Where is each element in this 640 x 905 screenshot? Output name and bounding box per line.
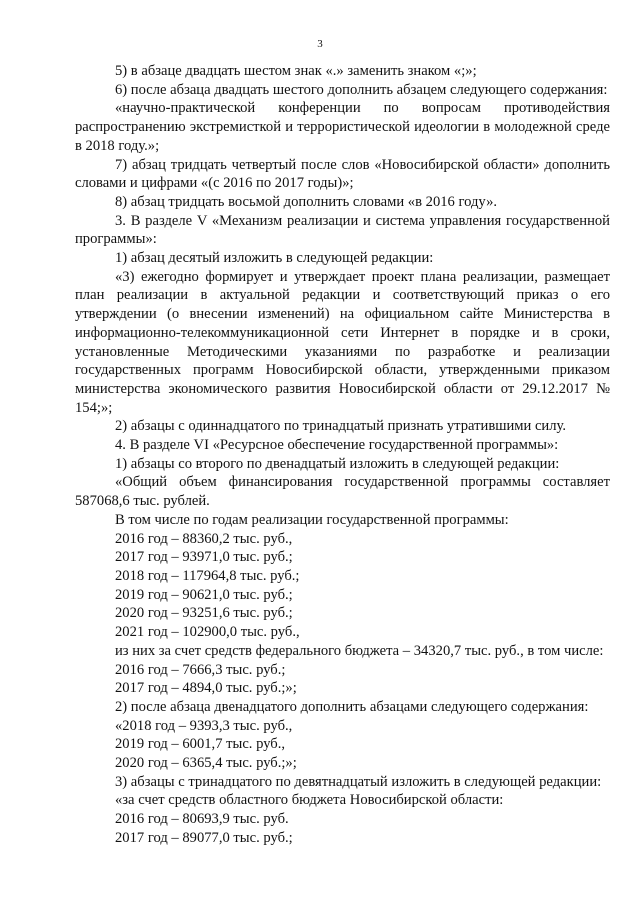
page-number: 3 bbox=[317, 38, 323, 50]
paragraph: «за счет средств областного бюджета Новосибирской области: bbox=[115, 792, 504, 809]
paragraph: 2) после абзаца двенадцатого дополнить абзацами следующего содержания: bbox=[115, 698, 589, 715]
paragraph: 2019 год – 90621,0 тыс. руб.; bbox=[115, 586, 293, 603]
paragraph: 6) после абзаца двадцать шестого дополнить абзацем следующего содержания: bbox=[115, 81, 608, 98]
paragraph: «научно-практической конференции по вопросам противодействия распространению экстремисткой и террористической идеологии в молодежной среде в 2018 году.»; bbox=[75, 100, 610, 154]
paragraph: 2016 год – 7666,3 тыс. руб.; bbox=[115, 661, 286, 678]
paragraph: 2018 год – 117964,8 тыс. руб.; bbox=[115, 567, 300, 584]
paragraph: 5) в абзаце двадцать шестом знак «.» заменить знаком «;»; bbox=[115, 63, 477, 79]
paragraph: 7) абзац тридцать четвертый после слов «Новосибирской области» дополнить словами и цифрами «(с 2016 по 2017 годы)»; bbox=[75, 156, 610, 192]
paragraph: В том числе по годам реализации государственной программы: bbox=[115, 511, 509, 528]
paragraph: «Общий объем финансирования государственной программы составляет 587068,6 тыс. рублей. bbox=[75, 474, 610, 510]
paragraph: 2021 год – 102900,0 тыс. руб., bbox=[115, 624, 300, 641]
paragraph: 2020 год – 6365,4 тыс. руб.;»; bbox=[115, 755, 297, 772]
paragraph: 1) абзац десятый изложить в следующей редакции: bbox=[115, 250, 434, 267]
paragraph: 8) абзац тридцать восьмой дополнить словами «в 2016 году». bbox=[115, 193, 498, 210]
paragraph: «2018 год – 9393,3 тыс. руб., bbox=[115, 717, 293, 734]
paragraph: 2017 год – 4894,0 тыс. руб.;»; bbox=[115, 680, 297, 697]
paragraph: 2) абзацы с одиннадцатого по тринадцатый признать утратившими силу. bbox=[115, 418, 567, 435]
document-body bbox=[75, 62, 610, 848]
paragraph: 2017 год – 89077,0 тыс. руб.; bbox=[115, 829, 293, 846]
paragraph: 1) абзацы со второго по двенадцатый изложить в следующей редакции: bbox=[115, 455, 560, 472]
paragraph: 2017 год – 93971,0 тыс. руб.; bbox=[115, 549, 293, 566]
paragraph: «3) ежегодно формирует и утверждает проект плана реализации, размещает план реализации в актуальной редакции и соответствующий приказ о его утверждении (о внесении изменений) на официальном сайте Министерства в информационно-телекоммуникационной сети Интернет в порядке и в сроки, установленные Методическими указаниями по разработке и реализации государственных программ Новосибирской области, утвержденными приказом министерства экономического развития Новосибирской области от 29.12.2017 № 154;»; bbox=[75, 268, 610, 416]
paragraph: 2019 год – 6001,7 тыс. руб., bbox=[115, 736, 286, 753]
paragraph: 3) абзацы с тринадцатого по девятнадцатый изложить в следующей редакции: bbox=[115, 773, 602, 790]
paragraph: 2016 год – 80693,9 тыс. руб. bbox=[115, 811, 289, 828]
paragraph: из них за счет средств федерального бюджета – 34320,7 тыс. руб., в том числе: bbox=[115, 642, 604, 659]
paragraph: 4. В разделе VI «Ресурсное обеспечение государственной программы»: bbox=[115, 437, 559, 454]
paragraph: 3. В разделе V «Механизм реализации и система управления государственной программы»: bbox=[75, 212, 610, 248]
paragraph: 2020 год – 93251,6 тыс. руб.; bbox=[115, 605, 293, 622]
paragraph: 2016 год – 88360,2 тыс. руб., bbox=[115, 530, 293, 547]
